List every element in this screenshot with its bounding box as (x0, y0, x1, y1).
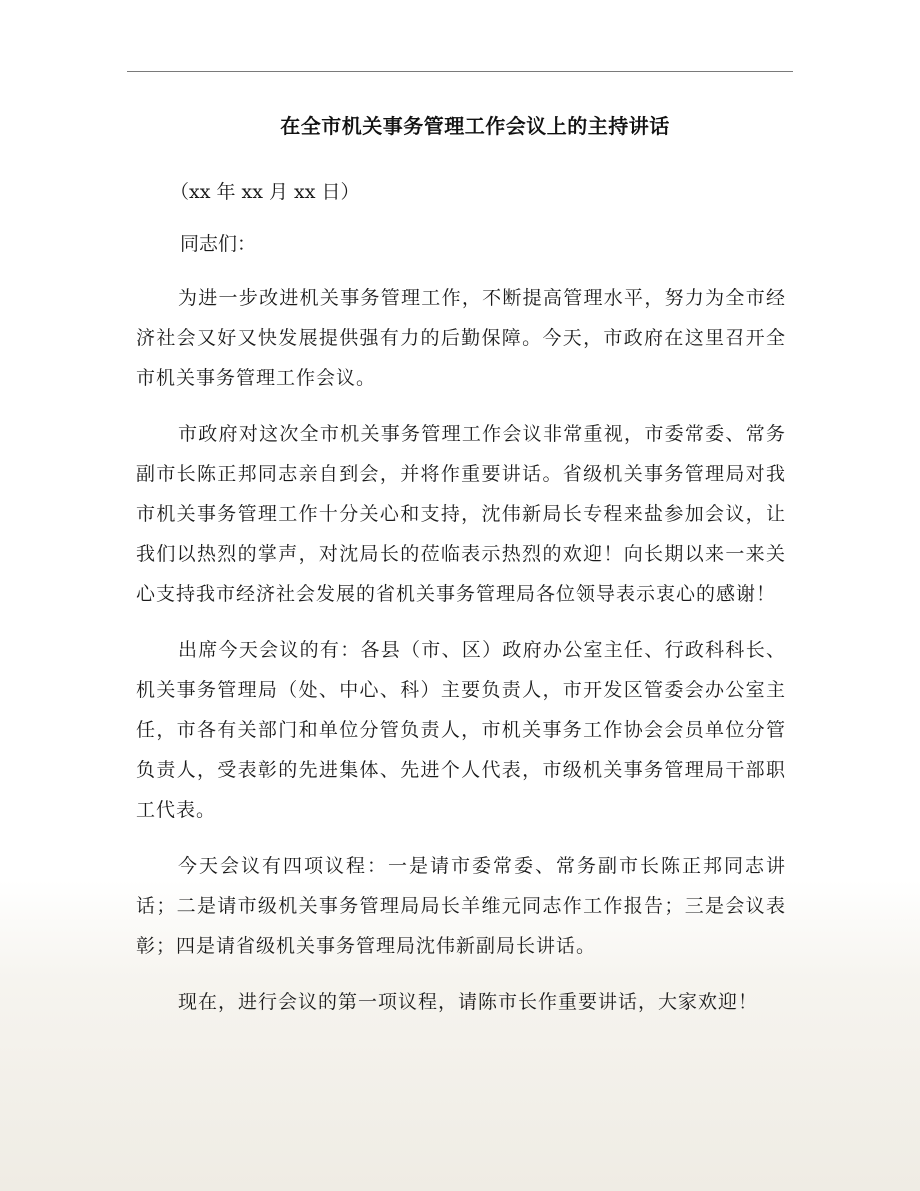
document-body (136, 108, 786, 1022)
paragraph-3: 出席今天会议的有：各县（市、区）政府办公室主任、行政科科长、机关事务管理局（处、中心、科）主要负责人，市开发区管委会办公室主任，市各有关部门和单位分管负责人，市机关事务工作协会会员单位分管负责人，受表彰的先进集体、先进个人代表，市级机关事务管理局干部职工代表。 (136, 639, 786, 821)
paragraph-4: 今天会议有四项议程：一是请市委常委、常务副市长陈正邦同志讲话；二是请市级机关事务管理局局长羊维元同志作工作报告；三是会议表彰；四是请省级机关事务管理局沈伟新副局长讲话。 (136, 855, 786, 957)
document-title: 在全市机关事务管理工作会议上的主持讲话 (280, 114, 670, 138)
paragraph-5: 现在，进行会议的第一项议程，请陈市长作重要讲话，大家欢迎！ (178, 991, 759, 1013)
document-date: （xx 年 xx 月 xx 日） (170, 181, 360, 203)
paragraph-1: 为进一步改进机关事务管理工作，不断提高管理水平，努力为全市经济社会又好又快发展提供强有力的后勤保障。今天，市政府在这里召开全市机关事务管理工作会议。 (136, 287, 786, 389)
paragraph-2: 市政府对这次全市机关事务管理工作会议非常重视，市委常委、常务副市长陈正邦同志亲自到会，并将作重要讲话。省级机关事务管理局对我市机关事务管理工作十分关心和支持，沈伟新局长专程来盐参加会议，让我们以热烈的掌声，对沈局长的莅临表示热烈的欢迎！向长期以来一来关心支持我市经济社会发展的省机关事务管理局各位领导表示衷心的感谢！ (136, 423, 786, 605)
header-rule (127, 71, 793, 72)
greeting: 同志们： (180, 233, 257, 255)
